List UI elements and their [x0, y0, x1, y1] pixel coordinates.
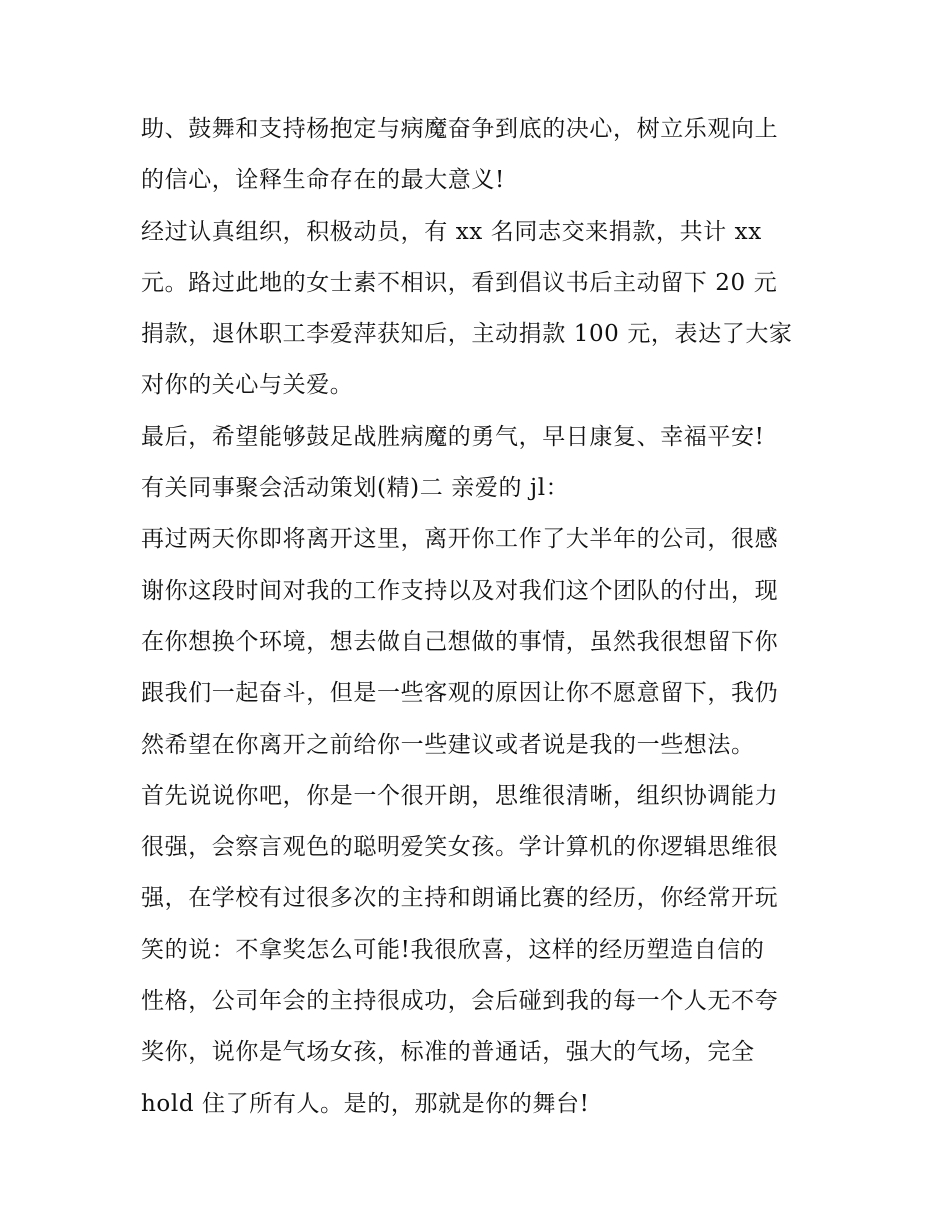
text-line: 元。路过此地的女士素不相识，看到倡议书后主动留下 20 元 — [141, 269, 778, 296]
text-line: 最后，希望能够鼓足战胜病魔的勇气，早日康复、幸福平安! — [141, 423, 765, 450]
text-line: 在你想换个环境，想去做自己想做的事情，虽然我很想留下你 — [141, 628, 779, 655]
text-line: 然希望在你离开之前给你一些建议或者说是我的一些想法。 — [141, 731, 755, 758]
text-line: 对你的关心与关爱。 — [141, 372, 354, 399]
text-line: 笑的说：不拿奖怎么可能!我很欣喜，这样的经历塑造自信的 — [141, 936, 765, 963]
text-line: hold 住了所有人。是的，那就是你的舞台! — [141, 1090, 590, 1117]
document-body — [141, 104, 821, 1130]
text-line: 再过两天你即将离开这里，离开你工作了大半年的公司，很感 — [141, 526, 779, 553]
text-line: 助、鼓舞和支持杨抱定与病魔奋争到底的决心，树立乐观向上 — [141, 116, 779, 142]
text-line: 捐款，退休职工李爱萍获知后，主动捐款 100 元，表达了大家 — [141, 321, 793, 348]
text-line: 首先说说你吧，你是一个很开朗，思维很清晰，组织协调能力 — [141, 782, 779, 809]
text-line: 谢你这段时间对我的工作支持以及对我们这个团队的付出，现 — [141, 577, 779, 604]
text-line: 强，在学校有过很多次的主持和朗诵比赛的经历，你经常开玩 — [141, 885, 779, 912]
text-line: 性格，公司年会的主持很成功，会后碰到我的每一个人无不夸 — [141, 988, 779, 1015]
text-line: 跟我们一起奋斗，但是一些客观的原因让你不愿意留下，我仍 — [141, 680, 779, 707]
text-line: 的信心，诠释生命存在的最大意义! — [141, 167, 505, 194]
text-line: 很强，会察言观色的聪明爱笑女孩。学计算机的你逻辑思维很 — [141, 834, 779, 861]
text-line: 奖你，说你是气场女孩，标准的普通话，强大的气场，完全 — [141, 1039, 755, 1066]
text-line: 经过认真组织，积极动员，有 xx 名同志交来捐款，共计 xx — [141, 218, 762, 245]
section-heading: 有关同事聚会活动策划(精)二 亲爱的 jl： — [141, 475, 570, 502]
